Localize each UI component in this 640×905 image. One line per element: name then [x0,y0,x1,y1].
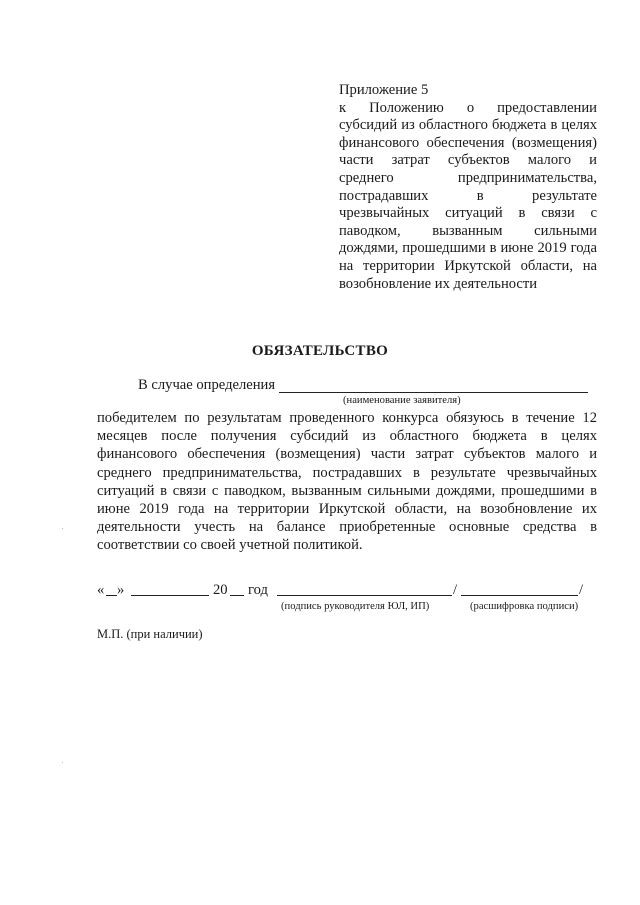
quote-close: » [117,582,125,598]
applicant-name-hint: (наименование заявителя) [343,395,461,406]
decoding-field[interactable] [461,595,578,596]
signature-field[interactable] [277,595,452,596]
document-heading: ОБЯЗАТЕЛЬСТВО [251,343,389,359]
scan-speck [62,762,63,763]
stamp-note: М.П. (при наличии) [97,627,203,641]
quote-open: « [97,582,105,598]
appendix-title: Приложение 5 [339,82,429,98]
appendix-block [339,82,597,293]
signature-row [97,582,597,612]
applicant-name-field[interactable] [279,392,588,393]
decoding-hint: (расшифровка подписи) [470,601,579,612]
appendix-text: к Положению о предоставлении субсидий из областного бюджета в целях финансового обеспечения (возмещения) части затрат субъектов малого и среднего предпринимательства, пострадавших в результате чрезвычайных ситуаций в связи с паводком, вызванным сильными дождями, прошедшими в июне 2019 года на территории Иркутской области, на возобновление их деятельности [339,99,597,292]
year-prefix: 20 [213,582,228,598]
slash-right: / [579,582,584,598]
day-field[interactable] [106,595,117,596]
scan-speck [62,528,63,529]
signature-hint: (подпись руководителя ЮЛ, ИП) [281,601,430,612]
year-field[interactable] [230,595,244,596]
year-suffix: год [248,582,268,598]
case-label: В случае определения [138,377,276,393]
obligation-text: победителем по результатам проведенного конкурса обязуюсь в течение 12 месяцев после получения субсидий из областного бюджета в целях финансового обеспечения (возмещения) части затрат субъектов малого и среднего предпринимательства, пострадавших в результате чрезвычайных ситуаций в связи с паводком, вызванным сильными дождями, прошедшими в июне 2019 года на территории Иркутской области, на возобновление их деятельности учесть на балансе приобретенные основные средства в соответствии со своей учетной политикой. [97,410,597,554]
month-field[interactable] [131,595,209,596]
slash-left: / [453,582,458,598]
